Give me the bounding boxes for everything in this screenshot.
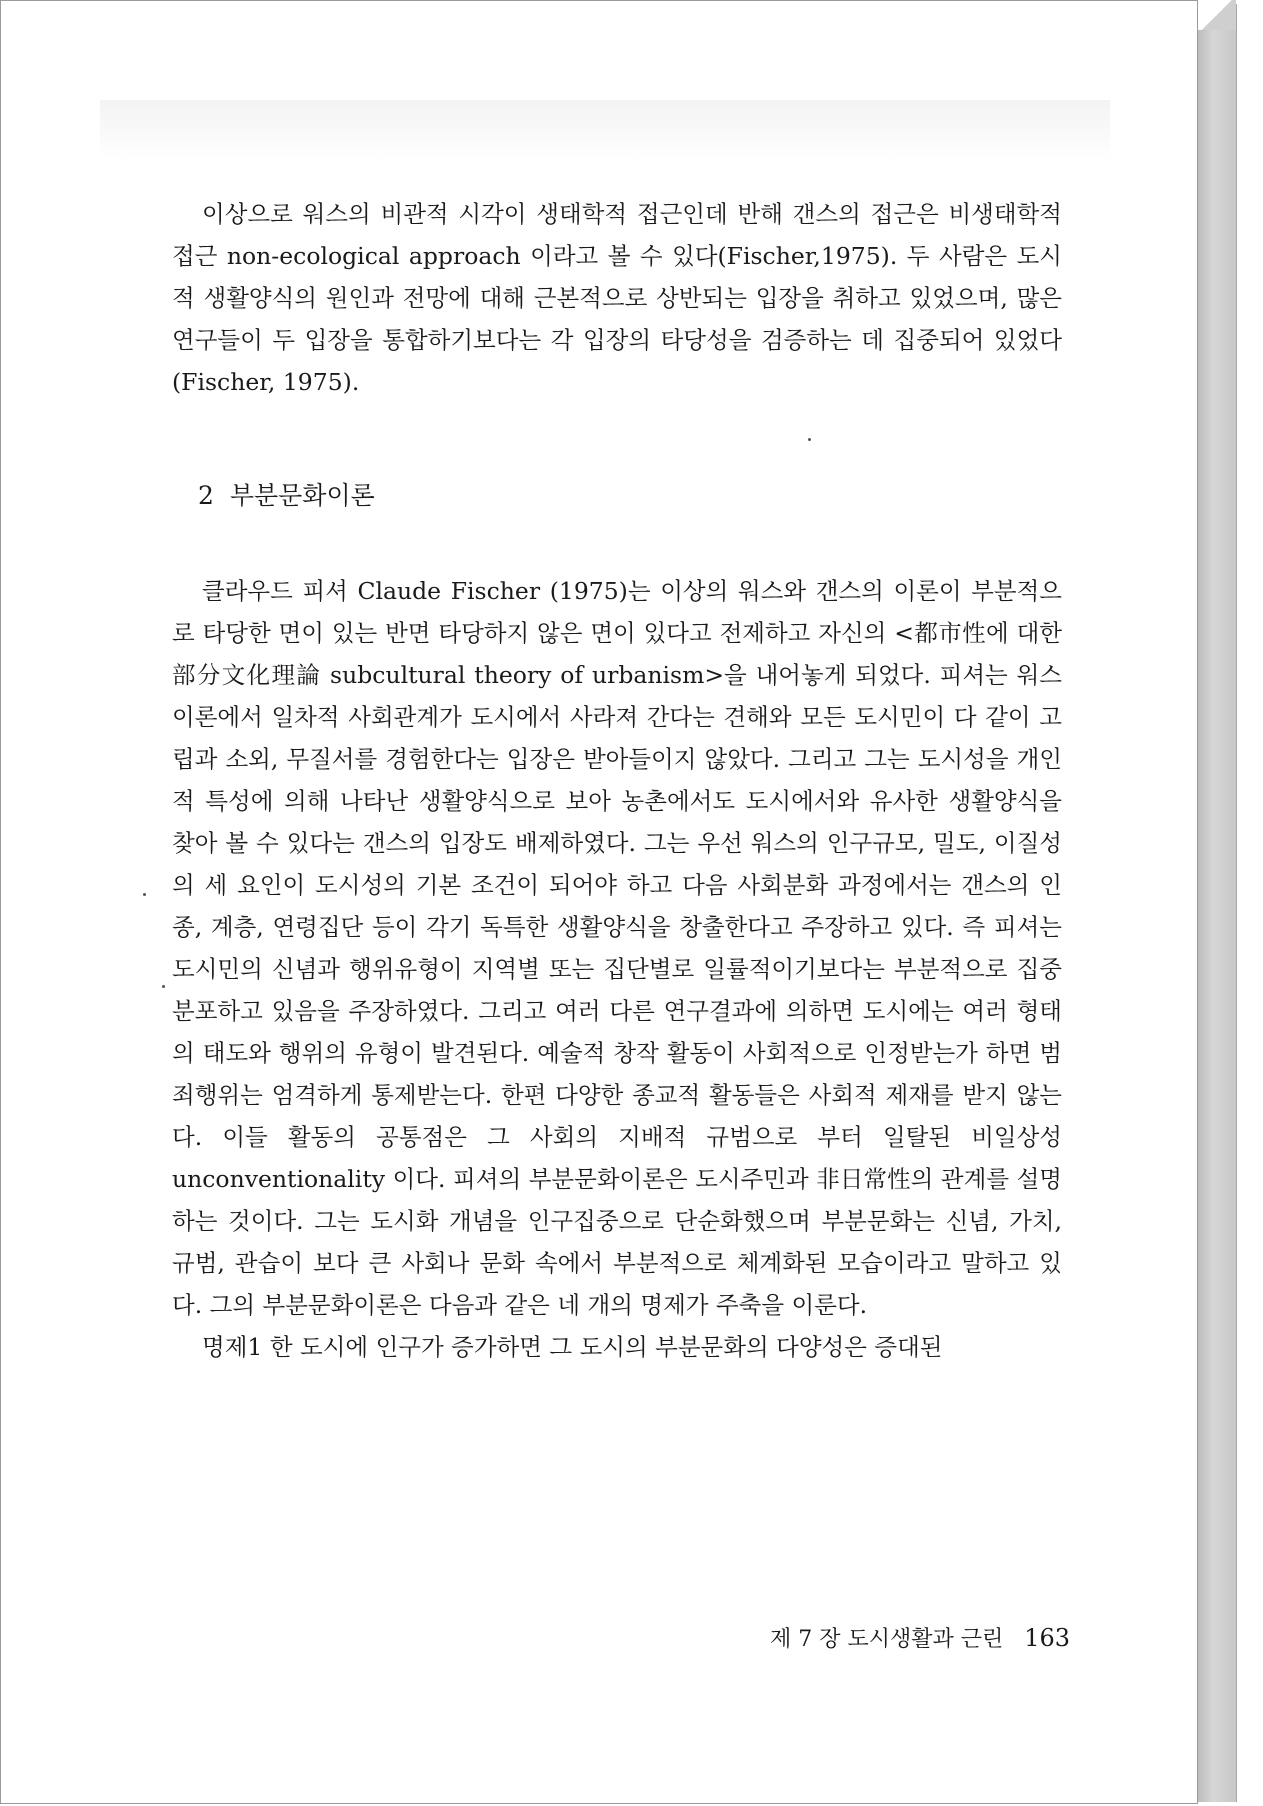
scan-shade [100, 100, 1110, 160]
paragraph-3: 명제1 한 도시에 인구가 증가하면 그 도시의 부분문화의 다양성은 증대된 [202, 1333, 943, 1361]
paragraph-2: 클라우드 피셔 Claude Fischer (1975)는 이상의 워스와 갠스의 이론이 부분적으로 타당한 면이 있는 반면 타당하지 않은 면이 있다고 전제하고 자신의 <都市性에 대한 部分文化理論 subcultural theory of urbanism>을 내어놓게 되었다. 피셔는 워스이론에서 일차적 사회관계가 도시에서 사라져 간다는 견해와 모든 도시민이 다 같이 고립과 소외, 무질서를 경험한다는 입장은 받아들이지 않았다. 그리고 그는 도시성을 개인적 특성에 의해 나타난 생활양식으로 보아 농촌에서도 도시에서와 유사한 생활양식을 찾아 볼 수 있다는 갠스의 입장도 배제하였다. 그는 우선 워스의 인구규모, 밀도, 이질성의 세 요인이 도시성의 기본 조건이 되어야 하고 다음 사회분화 과정에서는 갠스의 인종, 계층, 연령집단 등이 각기 독특한 생활양식을 창출한다고 주장하고 있다. 즉 피셔는 도시민의 신념과 행위유형이 지역별 또는 집단별로 일률적이기보다는 부분적으로 집중분포하고 있음을 주장하였다. 그리고 여러 다른 연구결과에 의하면 도시에는 여러 형태의 태도와 행위의 유형이 발견된다. 예술적 창작 활동이 사회적으로 인정받는가 하면 범죄행위는 엄격하게 통제받는다. 한편 다양한 종교적 활동들은 사회적 제재를 받지 않는다. 이들 활동의 공통점은 그 사회의 지배적 규범으로 부터 일탈된 비일상성 unconventionality 이다. 피셔의 부분문화이론은 도시주민과 非日常性의 관계를 설명하는 것이다. 그는 도시화 개념을 인구집중으로 단순화했으며 부분문화는 신념, 가치, 규범, 관습이 보다 큰 사회나 문화 속에서 부분적으로 체계화된 모습이라고 말하고 있다. 그의 부분문화이론은 다음과 같은 네 개의 명제가 주축을 이룬다. [172, 577, 1062, 1319]
section-title: 부분문화이론 [229, 481, 375, 510]
page-footer [770, 1622, 1070, 1653]
page-stack-edge [1198, 4, 1237, 1802]
section-body [172, 570, 1062, 1368]
paragraph-1: 이상으로 워스의 비관적 시각이 생태학적 접근인데 반해 갠스의 접근은 비생태학적 접근 non-ecological approach 이라고 볼 수 있다(Fischer,1975). 두 사람은 도시적 생활양식의 원인과 전망에 대해 근본적으로 상반되는 입장을 취하고 있었으며, 많은 연구들이 두 입장을 통합하기보다는 각 입장의 타당성을 검증하는 데 집중되어 있었다(Fischer, 1975). [172, 200, 1062, 396]
page-corner-fold [1198, 0, 1236, 30]
scan-speck [143, 893, 146, 896]
scan-speck [808, 438, 811, 441]
page-number: 163 [1024, 1624, 1071, 1652]
chapter-title: 제 7 장 도시생활과 근린 [770, 1627, 1004, 1652]
section-heading [198, 476, 375, 512]
scan-speck [162, 985, 165, 988]
intro-paragraph-block [172, 193, 1062, 403]
section-number: 2 [198, 481, 214, 510]
